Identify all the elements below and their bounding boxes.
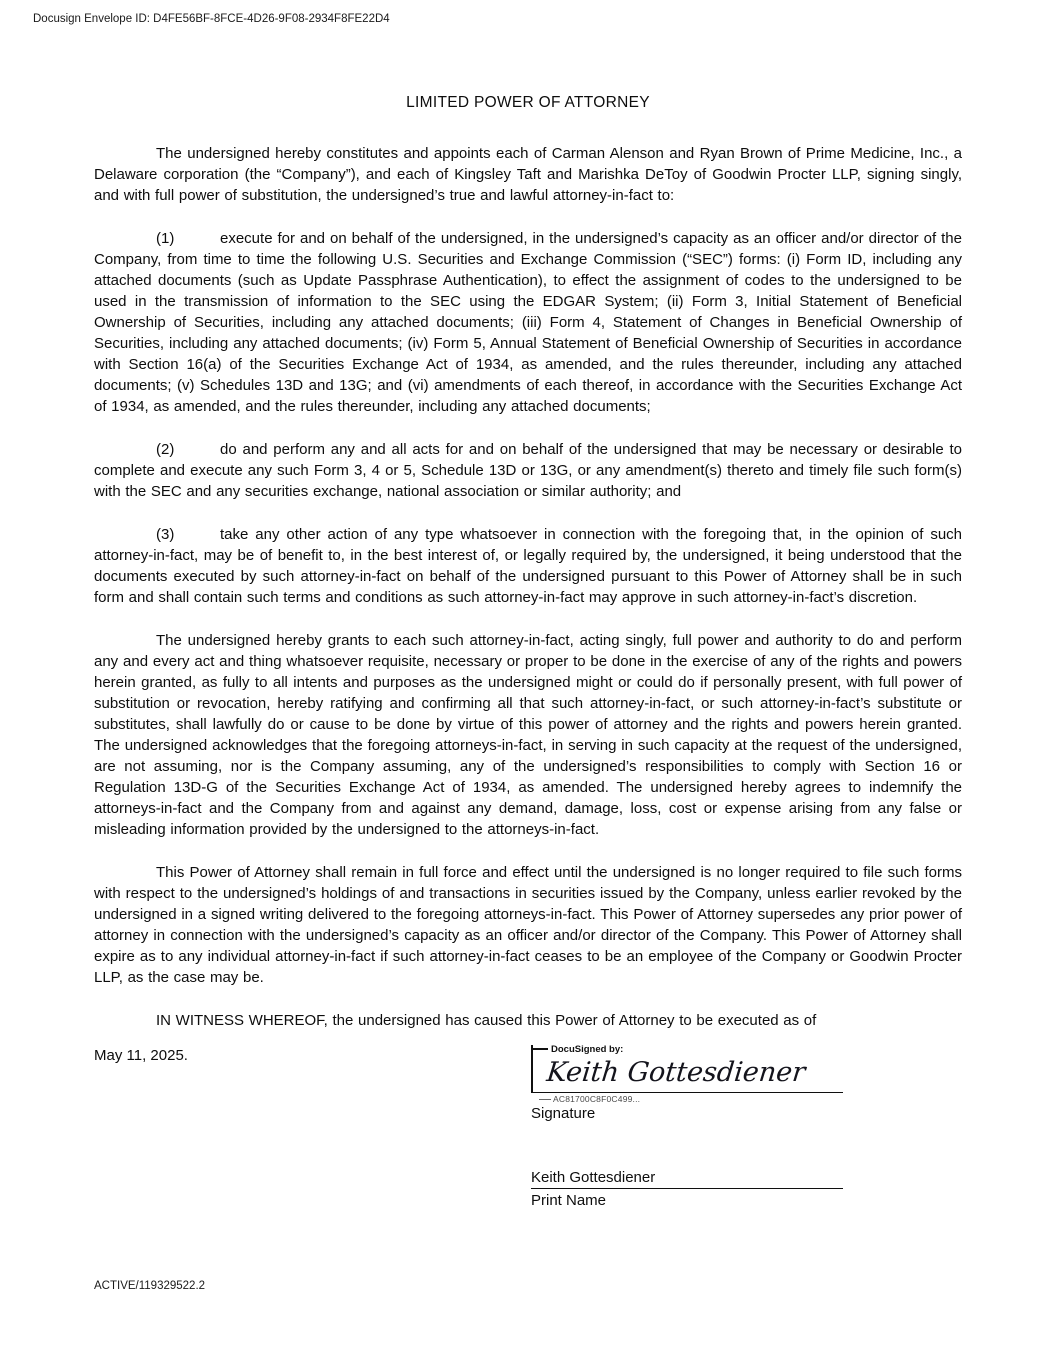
document-reference-number: ACTIVE/119329522.2	[94, 1280, 206, 1292]
signature-section	[94, 1045, 962, 1245]
clause-text: take any other action of any type whatsoever in connection with the foregoing that, in the opinion of such attorney-in-fact, may be of benefit to, in the best interest of, or legally required by, the undersigned, it being understood that the documents executed by such attorney-in-fact on behalf of the undersigned pursuant to this Power of Attorney shall be in such form and shall contain such terms and conditions as such attorney-in-fact may approve in such attorney-in-fact’s discretion.	[94, 526, 962, 606]
print-name-label: Print Name	[531, 1192, 607, 1209]
paragraph-intro: The undersigned hereby constitutes and appoints each of Carman Alenson and Ryan Brown of Prime Medicine, Inc., a Delaware corporation (the “Company”), and each of Kingsley Taft and Marishka DeToy of Goodwin Procter LLP, signing singly, and with full power of substitution, the undersigned’s true and lawful attorney-in-fact to:	[94, 145, 962, 204]
docusign-stamp	[531, 1045, 843, 1092]
clause-number: (3)	[156, 526, 175, 543]
docusign-id-row	[539, 1095, 843, 1104]
docusign-bracket-bottom-line	[539, 1099, 551, 1101]
document-title: LIMITED POWER OF ATTORNEY	[406, 94, 650, 111]
signature-line	[531, 1092, 843, 1093]
clause-3	[94, 524, 962, 608]
execution-date: May 11, 2025.	[94, 1047, 188, 1064]
paragraph-duration: This Power of Attorney shall remain in full force and effect until the undersigned is no longer required to file such forms with respect to the undersigned’s holdings of and transactions in securities issued by the Company, unless earlier revoked by the undersigned in a signed writing delivered to the foregoing attorneys-in-fact. This Power of Attorney supersedes any prior power of attorney in connection with the undersigned’s capacity as an officer and/or director of the Company. This Power of Attorney shall expire as to any individual attorney-in-fact if such attorney-in-fact ceases to be an employee of the Company or Goodwin Procter LLP, as the case may be.	[94, 864, 962, 986]
clause-text: do and perform any and all acts for and on behalf of the undersigned that may be necessary or desirable to complete and execute any such Form 3, 4 or 5, Schedule 13D or 13G, or any amendment(s) thereto and timely file such form(s) with the SEC and any securities exchange, national association or similar authority; and	[94, 441, 962, 500]
clause-number: (1)	[156, 230, 175, 247]
signature-column	[531, 1045, 843, 1209]
docusign-stamp-header	[533, 1045, 843, 1056]
docusign-signature-id: AC81700C8F0C499...	[553, 1094, 641, 1104]
signature-label: Signature	[531, 1105, 596, 1122]
paragraph-grant-of-power: The undersigned hereby grants to each such attorney-in-fact, acting singly, full power and authority to do and perform any and every act and thing whatsoever requisite, necessary or proper to be done in the exercise of any of the rights and powers herein granted, as fully to all intents and purposes as the undersigned might or could do if personally present, with full power of substitution or revocation, hereby ratifying and confirming all that such attorney-in-fact, or such attorney-in-fact’s substitute or substitutes, shall lawfully do or cause to be done by virtue of this power of attorney and the rights and powers herein granted. The undersigned acknowledges that the foregoing attorneys-in-fact, in serving in such capacity at the request of the undersigned, are not assuming, nor is the Company assuming, any of the undersigned’s responsibilities to comply with Section 16 or Regulation 13D-G of the Securities Exchange Act of 1934, as amended. The undersigned hereby agrees to indemnify the attorneys-in-fact and the Company from and against any demand, damage, loss, cost or expense arising from any false or misleading information provided by the undersigned to the attorneys-in-fact.	[94, 632, 962, 838]
clause-number: (2)	[156, 441, 175, 458]
docusigned-by-label: DocuSigned by:	[551, 1044, 624, 1055]
print-name-value: Keith Gottesdiener	[531, 1169, 843, 1189]
clause-2	[94, 439, 962, 502]
envelope-id-text: Docusign Envelope ID: D4FE56BF-8FCE-4D26-9F08-2934F8FE22D4	[33, 13, 390, 25]
signature-script: Keith Gottesdiener	[545, 1057, 807, 1088]
paragraph-witness-clause: IN WITNESS WHEREOF, the undersigned has caused this Power of Attorney to be executed as of	[156, 1012, 817, 1029]
docusign-bracket-top-line	[533, 1048, 548, 1050]
clause-text: execute for and on behalf of the undersigned, in the undersigned’s capacity as an officer and/or director of the Company, from time to time the following U.S. Securities and Exchange Commission (“SEC”) forms: (i) Form ID, including any attached documents (such as Update Passphrase Authentication), to effect the assignment of codes to the undersigned to be used in the transmission of information to the SEC using the EDGAR System; (ii) Form 3, Initial Statement of Beneficial Ownership of Securities, including any attached documents; (iii) Form 4, Statement of Changes in Beneficial Ownership of Securities, including any attached documents; (iv) Form 5, Annual Statement of Beneficial Ownership of Securities in accordance with Section 16(a) of the Securities Exchange Act of 1934, as amended, and the rules thereunder, including any attached documents; (v) Schedules 13D and 13G; and (vi) amendments of each thereof, in accordance with the Securities Exchange Act of 1934, as amended, and the rules thereunder, including any attached documents;	[94, 230, 962, 415]
clause-1	[94, 228, 962, 417]
document-body	[94, 92, 962, 1245]
